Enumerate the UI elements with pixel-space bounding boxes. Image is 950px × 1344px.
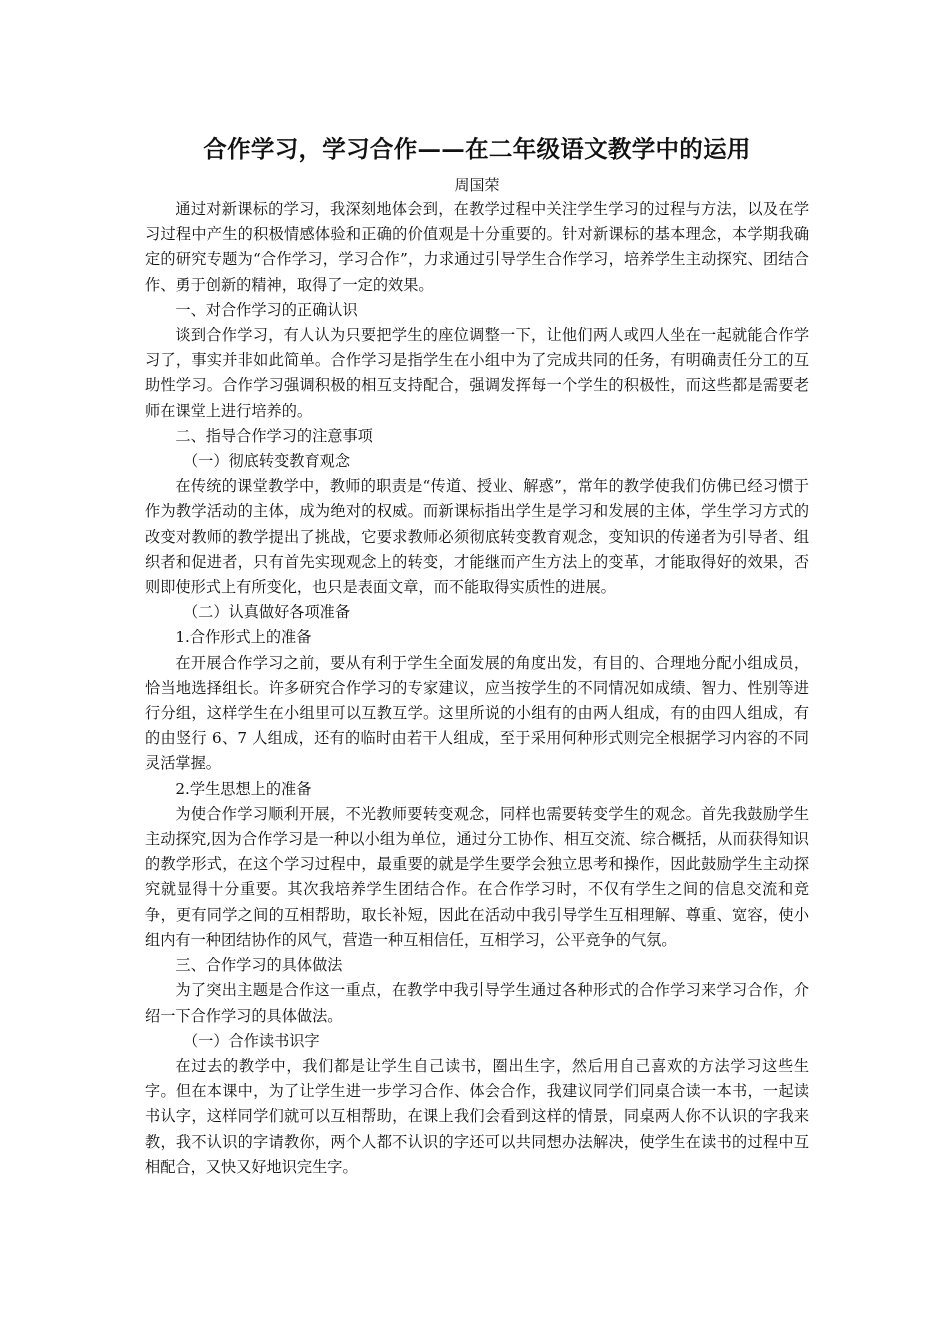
subsection-heading: （一）彻底转变教育观念 <box>182 452 351 471</box>
paragraph-intro: 通过对新课标的学习，我深刻地体会到，在教学过程中关注学生学习的过程与方法，以及在学习过程中产生的积极情感体验和正确的价值观是十分重要的。针对新课标的基本理念，本学期我确定的研究专题为“合作学习，学习合作”，力求通过引导学生合作学习，培养学生主动探究、团结合作、勇于创新的精神，取得了一定的效果。 <box>145 200 809 294</box>
paragraph: 谈到合作学习，有人认为只要把学生的座位调整一下，让他们两人或四人坐在一起就能合作学习了，事实并非如此简单。合作学习是指学生在小组中为了完成共同的任务，有明确责任分工的互助性学习。合作学习强调积极的相互支持配合，强调发挥每一个学生的积极性，而这些都是需要老师在课堂上进行培养的。 <box>145 326 809 420</box>
paragraph: 在开展合作学习之前，要从有利于学生全面发展的角度出发，有目的、合理地分配小组成员，恰当地选择组长。许多研究合作学习的专家建议，应当按学生的不同情况如成绩、智力、性别等进行分组，这样学生在小组里可以互教互学。这里所说的小组有的由两人组成，有的由四人组成，有的由竖行 6、7 人组成，还有的临时由若干人组成，至于采用何种形式则完全根据学习内容的不同灵活掌握。 <box>145 653 809 773</box>
section-heading-2: 二、指导合作学习的注意事项 <box>175 426 373 445</box>
subsection-heading: （一）合作读书识字 <box>182 1031 320 1050</box>
paragraph: 为了突出主题是合作这一重点，在教学中我引导学生通过各种形式的合作学习来学习合作，介绍一下合作学习的具体做法。 <box>145 981 809 1025</box>
document-title: 合作学习，学习合作——在二年级语文教学中的运用 <box>203 135 751 163</box>
subsection-heading: （二）认真做好各项准备 <box>182 603 351 622</box>
section-heading-1: 一、对合作学习的正确认识 <box>175 300 358 319</box>
item-heading: 1.合作形式上的准备 <box>175 628 312 647</box>
author-name: 周国荣 <box>454 176 500 194</box>
item-heading: 2.学生思想上的准备 <box>175 779 312 798</box>
document-page <box>145 132 809 1180</box>
paragraph: 在过去的教学中，我们都是让学生自己读书，圈出生字，然后用自己喜欢的方法学习这些生字。但在本课中，为了让学生进一步学习合作、体会合作，我建议同学们同桌合读一本书，一起读书认字，这样同学们就可以互相帮助，在课上我们会看到这样的情景，同桌两人你不认识的字我来教，我不认识的字请教你，两个人都不认识的字还可以共同想办法解决，使学生在读书的过程中互相配合，又快又好地识完生字。 <box>145 1056 809 1176</box>
paragraph: 在传统的课堂教学中，教师的职责是“传道、授业、解惑”，常年的教学使我们仿佛已经习惯于作为教学活动的主体，成为绝对的权威。而新课标指出学生是学习和发展的主体，学生学习方式的改变对教师的教学提出了挑战，它要求教师必须彻底转变教育观念，变知识的传递者为引导者、组织者和促进者，只有首先实现观念上的转变，才能继而产生方法上的变革，才能取得好的效果，否则即使形式上有所变化，也只是表面文章，而不能取得实质性的进展。 <box>145 477 809 597</box>
paragraph: 为使合作学习顺利开展，不光教师要转变观念，同样也需要转变学生的观念。首先我鼓励学生主动探究,因为合作学习是一种以小组为单位，通过分工协作、相互交流、综合概括，从而获得知识的教学形式，在这个学习过程中，最重要的就是学生要学会独立思考和操作，因此鼓励学生主动探究就显得十分重要。其次我培养学生团结合作。在合作学习时，不仅有学生之间的信息交流和竞争，更有同学之间的互相帮助，取长补短，因此在活动中我引导学生互相理解、尊重、宽容，使小组内有一种团结协作的风气，营造一种互相信任，互相学习，公平竞争的气氛。 <box>145 804 809 949</box>
section-heading-3: 三、合作学习的具体做法 <box>175 956 343 975</box>
